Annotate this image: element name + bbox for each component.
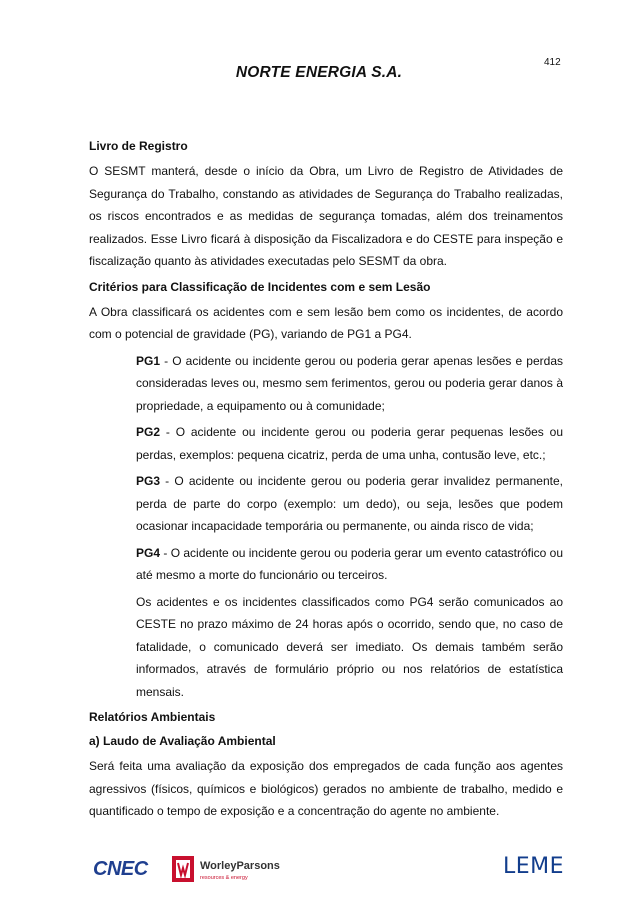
list-item-pg2: PG2 - O acidente ou incidente gerou ou poderia gerar pequenas lesões ou perdas, exemplos: pequena cicatriz, perda de uma unha, contusão leve, etc.; <box>136 425 563 462</box>
cnec-logo-text: CNEC <box>93 858 148 879</box>
worleyparsons-logo-text: WorleyParsons <box>200 860 280 872</box>
worleyparsons-tagline: resources & energy <box>200 875 248 881</box>
page-number: 412 <box>544 57 561 68</box>
heading-livro-de-registro: Livro de Registro <box>89 139 188 153</box>
paragraph-criterios: A Obra classificará os acidentes com e sem lesão bem como os incidentes, de acordo com o potencial de gravidade (PG), variando de PG1 a PG4. <box>89 304 563 341</box>
worleyparsons-logo <box>172 854 292 884</box>
paragraph-pg4-note: Os acidentes e os incidentes classificados como PG4 serão comunicados ao CESTE no prazo máximo de 24 horas após o ocorrido, sendo que, no caso de fatalidade, o comunicado deverá ser imediato. Os demais também serão informados, através de formulário próprio ou nos relatórios de estatística mensais. <box>136 594 563 699</box>
document-body <box>89 136 563 823</box>
heading-criterios: Critérios para Classificação de Incidentes com e sem Lesão <box>89 279 431 294</box>
paragraph-livro: O SESMT manterá, desde o início da Obra, um Livro de Registro de Atividades de Segurança do Trabalho, constando as atividades de Segurança do Trabalho realizadas, os riscos encontrados e as medidas de segurança tomadas, além dos treinamentos realizados. Esse Livro ficará à disposição da Fiscalizadora e do CESTE para inspeção e fiscalização quanto às atividades executadas pelo SESMT da obra. <box>89 164 563 268</box>
paragraph-laudo: Será feita uma avaliação da exposição dos empregados de cada função aos agentes agressivos (físicos, químicos e biológicos) gerados no ambiente de trabalho, medido e quantificado o tempo de exposição e a concentração do agente no ambiente. <box>89 759 563 818</box>
list-item-pg1: PG1 - O acidente ou incidente gerou ou poderia gerar apenas lesões e perdas consideradas leves ou, mesmo sem ferimentos, gerou ou poderia gerar danos à propriedade, a equipamento ou à comunidade; <box>136 353 563 413</box>
list-item-pg3: PG3 - O acidente ou incidente gerou ou poderia gerar invalidez permanente, perda de parte do corpo (exemplo: um dedo), ou seja, lesões que podem ocasionar incapacidade temporária ou permanente, ou ainda risco de vida; <box>136 474 563 533</box>
company-header: NORTE ENERGIA S.A. <box>235 64 403 81</box>
cnec-logo <box>92 857 162 879</box>
subheading-laudo: a) Laudo de Avaliação Ambiental <box>89 734 276 748</box>
footer-logos <box>0 852 638 886</box>
pg-list <box>136 350 563 704</box>
heading-relatorios-ambientais: Relatórios Ambientais <box>89 710 216 724</box>
list-item-pg4: PG4 - O acidente ou incidente gerou ou poderia gerar um evento catastrófico ou até mesmo a morte do funcionário ou terceiros. <box>136 545 563 582</box>
leme-logo: LEME <box>503 854 565 879</box>
